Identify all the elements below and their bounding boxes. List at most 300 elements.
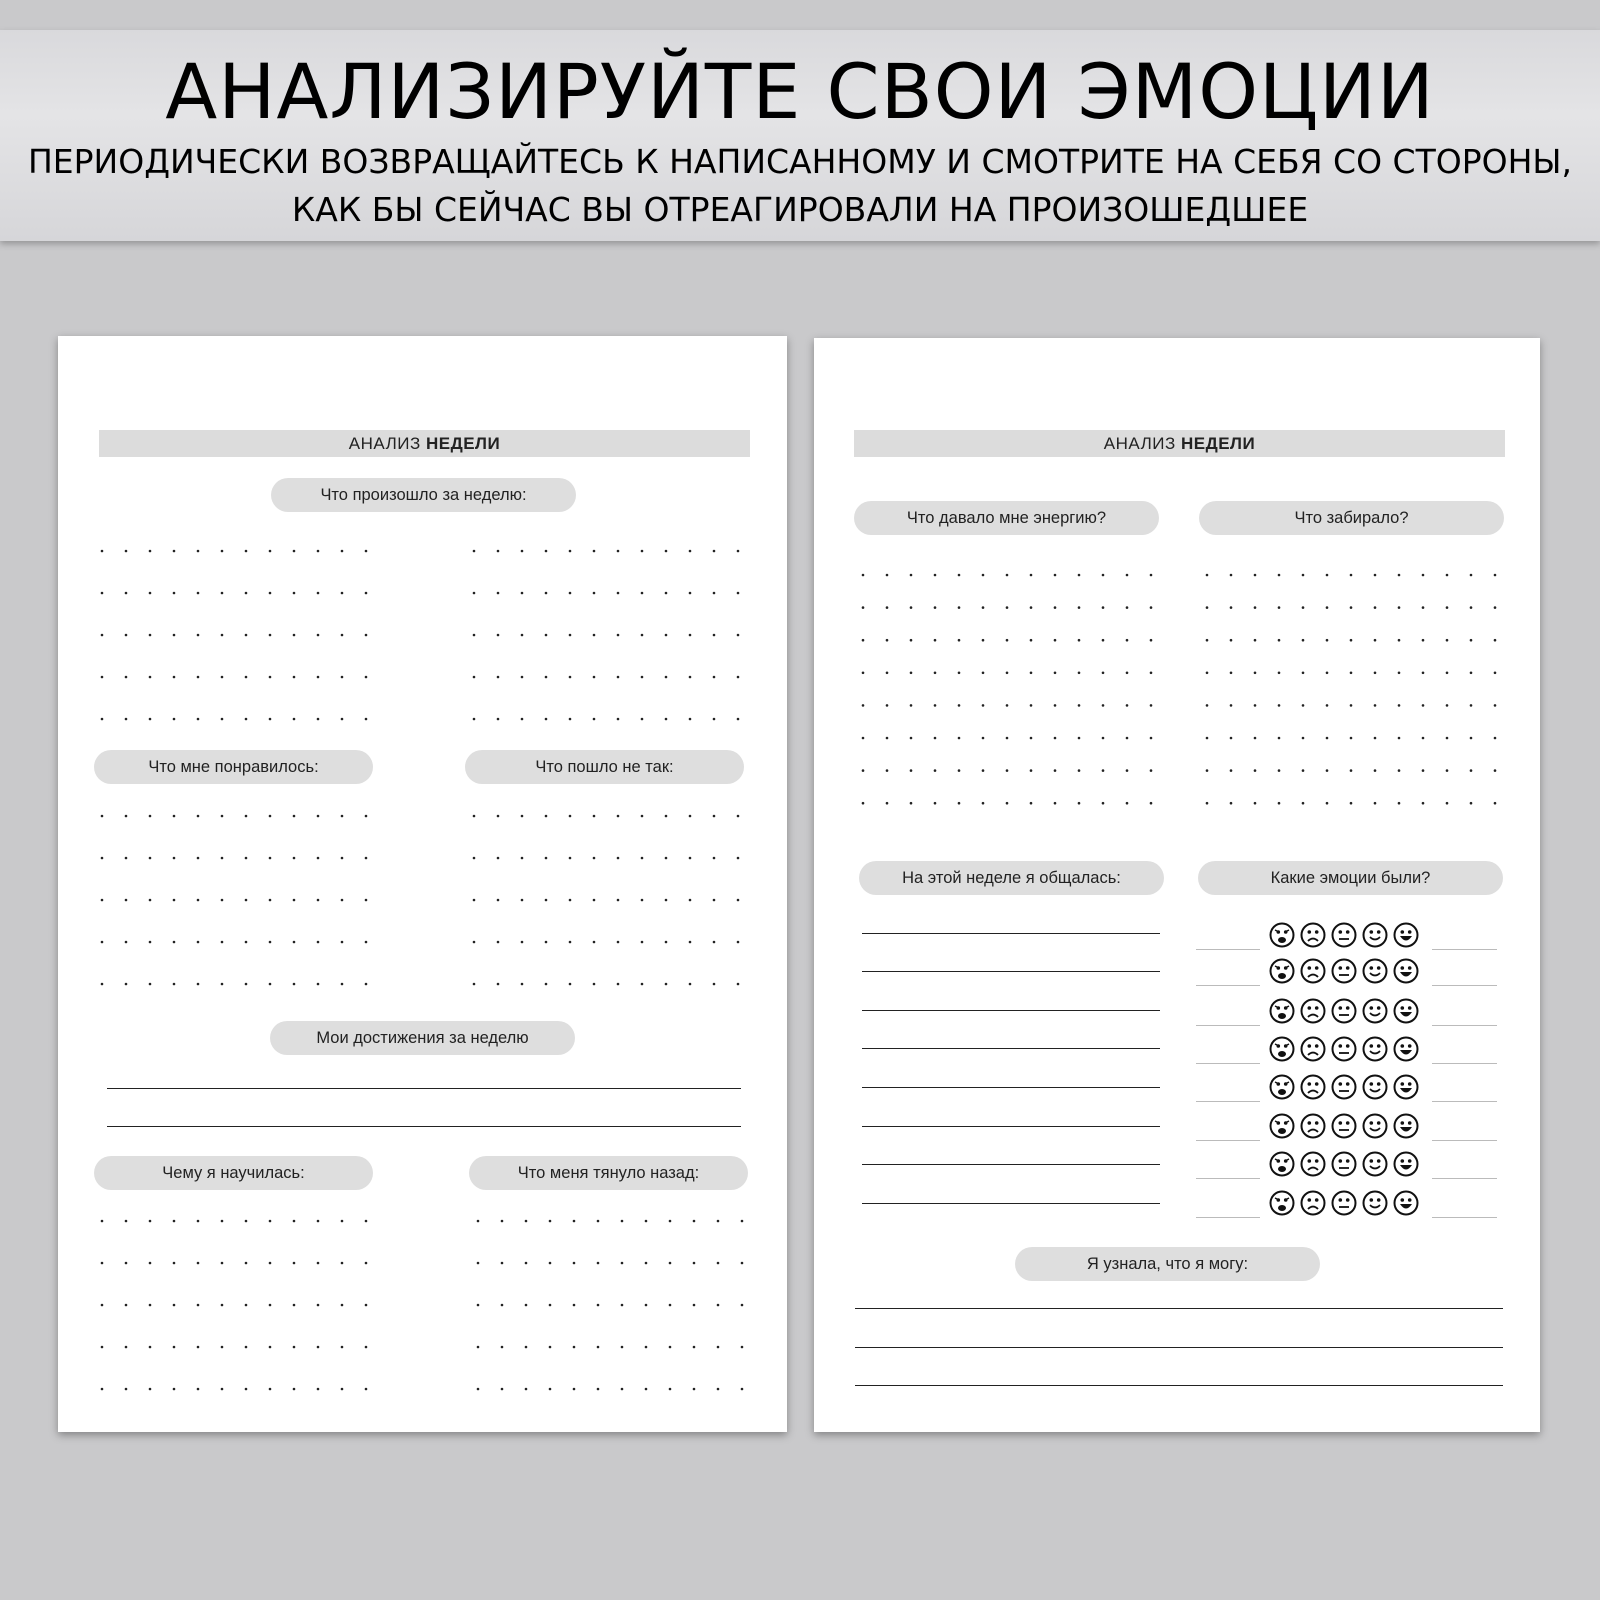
happy-face-icon[interactable]	[1362, 1151, 1388, 1177]
dot	[497, 983, 500, 986]
dot	[741, 1304, 744, 1307]
dot	[593, 718, 596, 721]
dot	[365, 550, 368, 553]
dot	[593, 815, 596, 818]
dot	[886, 574, 889, 577]
dot	[910, 574, 913, 577]
writing-line[interactable]	[862, 1048, 1160, 1049]
dot	[665, 718, 668, 721]
dot	[1398, 672, 1401, 675]
dot	[173, 941, 176, 944]
dot	[1302, 639, 1305, 642]
happy-face-icon[interactable]	[1362, 1190, 1388, 1216]
dot	[269, 941, 272, 944]
dot	[737, 899, 740, 902]
dot	[1398, 704, 1401, 707]
dot	[1254, 737, 1257, 740]
dot	[197, 857, 200, 860]
dot	[593, 676, 596, 679]
dot	[1126, 606, 1129, 609]
happy-face-icon[interactable]	[1362, 1036, 1388, 1062]
dot	[545, 718, 548, 721]
dot	[569, 857, 572, 860]
dot	[1102, 672, 1105, 675]
dot	[1230, 704, 1233, 707]
dot	[1150, 574, 1153, 577]
dot	[1102, 769, 1105, 772]
dot	[982, 737, 985, 740]
emotion-note-line[interactable]	[1196, 1217, 1260, 1218]
dot	[149, 857, 152, 860]
dot	[317, 1388, 320, 1391]
dot	[982, 802, 985, 805]
dot	[545, 676, 548, 679]
dot	[545, 941, 548, 944]
dot	[221, 1388, 224, 1391]
dot	[910, 639, 913, 642]
emotion-note-line[interactable]	[1196, 1063, 1260, 1064]
pill-liked: Что мне понравилось:	[94, 750, 373, 784]
dot	[1422, 802, 1425, 805]
dot	[1470, 672, 1473, 675]
dot	[737, 941, 740, 944]
dot	[525, 1220, 528, 1223]
emotion-note-line[interactable]	[1196, 1025, 1260, 1026]
writing-line[interactable]	[862, 1203, 1160, 1204]
dot	[149, 983, 152, 986]
very-sad-face-icon[interactable]	[1269, 1190, 1295, 1216]
emotion-note-line[interactable]	[1196, 985, 1260, 986]
dot-grid-learned[interactable]	[100, 1219, 368, 1396]
dot	[641, 941, 644, 944]
emotion-note-line[interactable]	[1432, 949, 1497, 950]
dot	[545, 857, 548, 860]
writing-line[interactable]	[862, 971, 1160, 972]
dot	[101, 1304, 104, 1307]
dot	[669, 1304, 672, 1307]
dot	[521, 857, 524, 860]
dot	[245, 550, 248, 553]
writing-line[interactable]	[855, 1347, 1503, 1348]
dot	[1150, 672, 1153, 675]
page-header	[854, 430, 1505, 457]
dot	[269, 1304, 272, 1307]
dot	[597, 1346, 600, 1349]
dot	[125, 1220, 128, 1223]
dot	[549, 1388, 552, 1391]
happy-face-icon[interactable]	[1362, 1074, 1388, 1100]
pill-gave-energy: Что давало мне энергию?	[854, 501, 1159, 535]
dot	[713, 983, 716, 986]
dot	[1078, 639, 1081, 642]
writing-line[interactable]	[855, 1385, 1503, 1386]
dot	[1150, 606, 1153, 609]
dot	[317, 634, 320, 637]
dot-grid-liked[interactable]	[100, 814, 368, 991]
dot	[1054, 704, 1057, 707]
dot	[737, 983, 740, 986]
dot	[497, 941, 500, 944]
dot	[593, 550, 596, 553]
dot	[1030, 672, 1033, 675]
happy-face-icon[interactable]	[1362, 922, 1388, 948]
dot	[910, 672, 913, 675]
dot	[221, 1346, 224, 1349]
dot	[365, 1262, 368, 1265]
emotion-note-line[interactable]	[1432, 1217, 1497, 1218]
dot	[173, 899, 176, 902]
sad-face-icon[interactable]	[1300, 1074, 1326, 1100]
dot	[1006, 802, 1009, 805]
dot	[910, 606, 913, 609]
pill-took-energy: Что забирало?	[1199, 501, 1504, 535]
dot	[197, 941, 200, 944]
dot	[693, 1388, 696, 1391]
dot	[293, 718, 296, 721]
writing-line[interactable]	[862, 933, 1160, 934]
neutral-face-icon[interactable]	[1331, 922, 1357, 948]
sad-face-icon[interactable]	[1300, 1113, 1326, 1139]
dot	[641, 676, 644, 679]
dot	[501, 1304, 504, 1307]
dot	[269, 1262, 272, 1265]
dot	[569, 592, 572, 595]
dot	[617, 941, 620, 944]
dot	[1446, 672, 1449, 675]
dot	[101, 676, 104, 679]
dot	[717, 1346, 720, 1349]
dot	[197, 676, 200, 679]
dot	[1494, 737, 1497, 740]
dot	[473, 941, 476, 944]
dot	[293, 983, 296, 986]
dot	[689, 592, 692, 595]
very-happy-face-icon[interactable]	[1393, 1151, 1419, 1177]
writing-line[interactable]	[862, 1087, 1160, 1088]
dot	[934, 672, 937, 675]
dot	[982, 672, 985, 675]
dot	[669, 1346, 672, 1349]
neutral-face-icon[interactable]	[1331, 1151, 1357, 1177]
dot	[1206, 574, 1209, 577]
dot	[1206, 639, 1209, 642]
dot	[197, 718, 200, 721]
neutral-face-icon[interactable]	[1331, 958, 1357, 984]
sad-face-icon[interactable]	[1300, 922, 1326, 948]
dot	[1078, 606, 1081, 609]
dot	[101, 1262, 104, 1265]
dot	[1302, 574, 1305, 577]
dot	[1254, 802, 1257, 805]
dot	[245, 1346, 248, 1349]
sad-face-icon[interactable]	[1300, 998, 1326, 1024]
dot	[521, 815, 524, 818]
dot	[197, 1220, 200, 1223]
dot	[173, 1262, 176, 1265]
dot-grid-what-happened-left[interactable]	[100, 549, 368, 726]
dot	[197, 1304, 200, 1307]
dot	[1150, 639, 1153, 642]
dot	[497, 815, 500, 818]
neutral-face-icon[interactable]	[1331, 1113, 1357, 1139]
dot	[293, 634, 296, 637]
neutral-face-icon[interactable]	[1331, 1036, 1357, 1062]
dot	[1326, 574, 1329, 577]
header-bold: НЕДЕЛИ	[1180, 434, 1256, 453]
writing-line[interactable]	[107, 1126, 741, 1127]
dot	[693, 1304, 696, 1307]
dot	[1422, 704, 1425, 707]
pill-emotions: Какие эмоции были?	[1198, 861, 1503, 895]
dot	[958, 704, 961, 707]
dot	[497, 550, 500, 553]
dot	[982, 769, 985, 772]
dot	[737, 718, 740, 721]
very-sad-face-icon[interactable]	[1269, 1036, 1295, 1062]
dot-grid-went-wrong[interactable]	[472, 814, 740, 991]
dot	[101, 1388, 104, 1391]
sad-face-icon[interactable]	[1300, 1036, 1326, 1062]
very-happy-face-icon[interactable]	[1393, 998, 1419, 1024]
dot	[197, 1346, 200, 1349]
dot	[341, 815, 344, 818]
pill-what-happened: Что произошло за неделю:	[271, 478, 576, 512]
dot	[1398, 639, 1401, 642]
dot	[477, 1304, 480, 1307]
pill-learned: Чему я научилась:	[94, 1156, 373, 1190]
dot	[1230, 606, 1233, 609]
dot	[689, 857, 692, 860]
emotion-note-line[interactable]	[1432, 1025, 1497, 1026]
dot-grid-what-happened-right[interactable]	[472, 549, 740, 726]
very-sad-face-icon[interactable]	[1269, 1113, 1295, 1139]
dot	[1398, 769, 1401, 772]
very-happy-face-icon[interactable]	[1393, 1036, 1419, 1062]
dot	[713, 676, 716, 679]
dot	[549, 1346, 552, 1349]
banner-subtitle-line-2: КАК БЫ СЕЙЧАС ВЫ ОТРЕАГИРОВАЛИ НА ПРОИЗОШЕДШЕЕ	[291, 190, 1309, 229]
dot	[641, 857, 644, 860]
dot	[1302, 704, 1305, 707]
dot	[617, 550, 620, 553]
dot	[549, 1304, 552, 1307]
dot	[597, 1304, 600, 1307]
dot	[713, 941, 716, 944]
dot	[717, 1262, 720, 1265]
dot	[1054, 606, 1057, 609]
dot	[862, 639, 865, 642]
writing-line[interactable]	[862, 1126, 1160, 1127]
dot	[1494, 769, 1497, 772]
dot	[341, 941, 344, 944]
dot	[1006, 574, 1009, 577]
pill-pulled-back: Что меня тянуло назад:	[469, 1156, 748, 1190]
dot	[713, 815, 716, 818]
dot	[197, 592, 200, 595]
dot	[473, 550, 476, 553]
very-sad-face-icon[interactable]	[1269, 922, 1295, 948]
emotion-note-line[interactable]	[1432, 1140, 1497, 1141]
emotion-note-line[interactable]	[1432, 1101, 1497, 1102]
dot	[597, 1388, 600, 1391]
pill-achievements: Мои достижения за неделю	[270, 1021, 575, 1055]
dot	[1006, 704, 1009, 707]
dot	[645, 1220, 648, 1223]
very-sad-face-icon[interactable]	[1269, 1074, 1295, 1100]
dot	[125, 676, 128, 679]
dot	[477, 1220, 480, 1223]
dot	[1494, 672, 1497, 675]
dot	[497, 592, 500, 595]
dot	[1374, 704, 1377, 707]
dot	[1230, 769, 1233, 772]
dot	[886, 769, 889, 772]
happy-face-icon[interactable]	[1362, 958, 1388, 984]
dot	[910, 704, 913, 707]
dot	[958, 606, 961, 609]
very-happy-face-icon[interactable]	[1393, 922, 1419, 948]
emotion-row	[1269, 1151, 1424, 1177]
sad-face-icon[interactable]	[1300, 958, 1326, 984]
page-header	[99, 430, 750, 457]
dot	[1006, 769, 1009, 772]
dot	[1278, 769, 1281, 772]
dot	[101, 1220, 104, 1223]
dot	[1206, 704, 1209, 707]
emotion-note-line[interactable]	[1196, 949, 1260, 950]
sad-face-icon[interactable]	[1300, 1151, 1326, 1177]
dot	[1302, 802, 1305, 805]
dot	[269, 676, 272, 679]
dot	[269, 1346, 272, 1349]
happy-face-icon[interactable]	[1362, 1113, 1388, 1139]
dot	[341, 634, 344, 637]
dot	[317, 1262, 320, 1265]
neutral-face-icon[interactable]	[1331, 1074, 1357, 1100]
dot	[1494, 802, 1497, 805]
dot	[245, 1220, 248, 1223]
header-prefix: АНАЛИЗ	[348, 434, 426, 453]
dot	[1102, 802, 1105, 805]
dot	[1230, 802, 1233, 805]
dot	[1278, 639, 1281, 642]
sad-face-icon[interactable]	[1300, 1190, 1326, 1216]
dot	[245, 983, 248, 986]
dot	[1206, 802, 1209, 805]
dot	[317, 857, 320, 860]
dot	[341, 857, 344, 860]
dot	[597, 1262, 600, 1265]
very-sad-face-icon[interactable]	[1269, 1151, 1295, 1177]
dot	[1422, 574, 1425, 577]
dot	[593, 857, 596, 860]
dot	[149, 1304, 152, 1307]
very-happy-face-icon[interactable]	[1393, 958, 1419, 984]
dot	[245, 1304, 248, 1307]
very-happy-face-icon[interactable]	[1393, 1074, 1419, 1100]
dot-grid-gave-energy[interactable]	[861, 573, 1153, 810]
writing-line[interactable]	[862, 1010, 1160, 1011]
dot	[365, 718, 368, 721]
dot	[149, 899, 152, 902]
dot	[221, 857, 224, 860]
dot	[173, 815, 176, 818]
writing-line[interactable]	[855, 1308, 1503, 1309]
dot	[1054, 574, 1057, 577]
dot	[269, 550, 272, 553]
dot	[1206, 672, 1209, 675]
dot	[1326, 802, 1329, 805]
dot	[269, 899, 272, 902]
dot	[149, 550, 152, 553]
emotion-note-line[interactable]	[1432, 1178, 1497, 1179]
neutral-face-icon[interactable]	[1331, 998, 1357, 1024]
dot	[1126, 639, 1129, 642]
dot	[293, 899, 296, 902]
neutral-face-icon[interactable]	[1331, 1190, 1357, 1216]
happy-face-icon[interactable]	[1362, 998, 1388, 1024]
dot	[125, 815, 128, 818]
dot-grid-svg	[476, 1219, 744, 1391]
dot	[1150, 737, 1153, 740]
emotion-note-line[interactable]	[1432, 1063, 1497, 1064]
dot	[221, 983, 224, 986]
dot	[221, 634, 224, 637]
emotion-note-line[interactable]	[1196, 1140, 1260, 1141]
dot	[621, 1262, 624, 1265]
dot	[1326, 769, 1329, 772]
dot	[473, 983, 476, 986]
dot	[149, 1388, 152, 1391]
very-happy-face-icon[interactable]	[1393, 1113, 1419, 1139]
dot	[934, 704, 937, 707]
dot	[862, 574, 865, 577]
emotion-note-line[interactable]	[1196, 1101, 1260, 1102]
dot	[197, 634, 200, 637]
writing-line[interactable]	[862, 1164, 1160, 1165]
dot	[1494, 606, 1497, 609]
dot	[245, 899, 248, 902]
very-sad-face-icon[interactable]	[1269, 958, 1295, 984]
dot	[886, 802, 889, 805]
very-sad-face-icon[interactable]	[1269, 998, 1295, 1024]
dot-grid-pulled-back[interactable]	[476, 1219, 744, 1396]
emotion-note-line[interactable]	[1196, 1178, 1260, 1179]
dot	[341, 1304, 344, 1307]
dot-grid-svg	[472, 549, 740, 721]
emotion-row	[1269, 922, 1424, 948]
dot	[1422, 672, 1425, 675]
writing-line[interactable]	[107, 1088, 741, 1089]
dot	[317, 1220, 320, 1223]
emotion-row	[1269, 1190, 1424, 1216]
dot-grid-took-energy[interactable]	[1205, 573, 1497, 810]
dot	[173, 1346, 176, 1349]
dot	[549, 1220, 552, 1223]
dot-grid-svg	[100, 1219, 368, 1391]
dot	[1446, 769, 1449, 772]
emotion-note-line[interactable]	[1432, 985, 1497, 986]
dot	[293, 1262, 296, 1265]
very-happy-face-icon[interactable]	[1393, 1190, 1419, 1216]
emotion-row	[1269, 998, 1424, 1024]
dot	[1126, 672, 1129, 675]
dot	[665, 857, 668, 860]
dot	[1278, 672, 1281, 675]
dot	[1374, 574, 1377, 577]
dot	[317, 718, 320, 721]
dot	[713, 592, 716, 595]
